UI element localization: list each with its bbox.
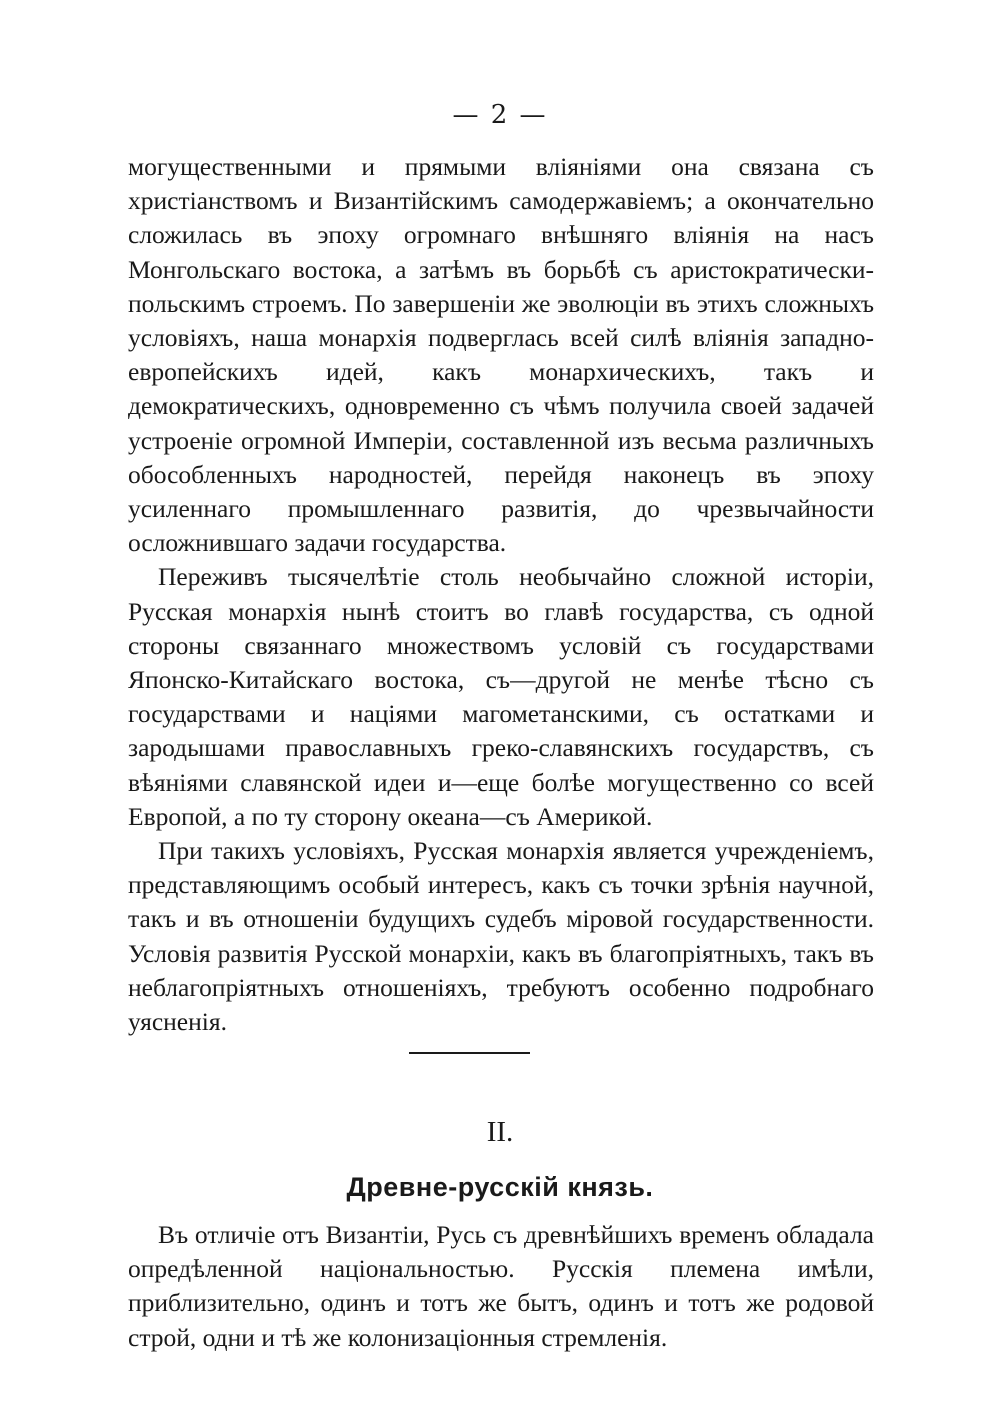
paragraph-continued: могущественными и прямыми вліяніями она связана съ христіанствомъ и Византійскимъ самодержавіемъ; а окончательно сложилась въ эпоху огромнаго внѣшняго вліянія на насъ Монгольскаго востока, а затѣмъ въ борьбѣ съ аристократически-польскимъ строемъ. По завершеніи же эволюціи въ этихъ сложныхъ условіяхъ, наша монархія подверглась всей силѣ вліянія западно-европейскихъ идей, какъ монархическихъ, такъ и демократическихъ, одновременно съ чѣмъ получила своей задачей устроеніе огромной Имперіи, составленной изъ весьма различныхъ обособленныхъ народностей, перейдя наконецъ въ эпоху усиленнаго промышленнаго развитія, до чрезвычайности осложнившаго задачи государства. [128, 152, 874, 558]
page-number: — 2 — [452, 100, 548, 130]
section-number: II. [486, 1116, 514, 1148]
paragraph: Переживъ тысячелѣтіе столь необычайно сложной исторіи, Русская монархія нынѣ стоитъ во главѣ государства, съ одной стороны связаннаго множествомъ условій съ государствами Японско-Китайскаго востока, съ—другой не менѣе тѣсно съ государствами и націями магометанскими, съ остатками и зародышами православныхъ греко-славянскихъ государствъ, съ вѣяніями славянской идеи и—еще болѣе могущественно со всей Европой, а по ту сторону океана—съ Америкой. [128, 562, 874, 831]
section-title: Древне-русскій князь. [346, 1172, 654, 1202]
body-text [128, 150, 874, 1039]
paragraph: Въ отличіе отъ Византіи, Русь съ древнѣйшихъ временъ обладала опредѣленной національностью. Русскія племена имѣли, приблизительно, одинъ и тотъ же бытъ, одинъ и тотъ же родовой строй, одни и тѣ же колонизаціонныя стремленія. [128, 1220, 874, 1352]
section-divider [409, 1052, 530, 1054]
paragraph: При такихъ условіяхъ, Русская монархія является учрежденіемъ, представляющимъ особый интересъ, какъ съ точки зрѣнія научной, такъ и въ отношеніи будущихъ судебъ міровой государственности. Условія развитія Русской монархіи, какъ въ благопріятныхъ, такъ въ неблагопріятныхъ отношеніяхъ, требуютъ особенно подробнаго уясненія. [128, 836, 874, 1037]
section-body-text [128, 1218, 874, 1355]
